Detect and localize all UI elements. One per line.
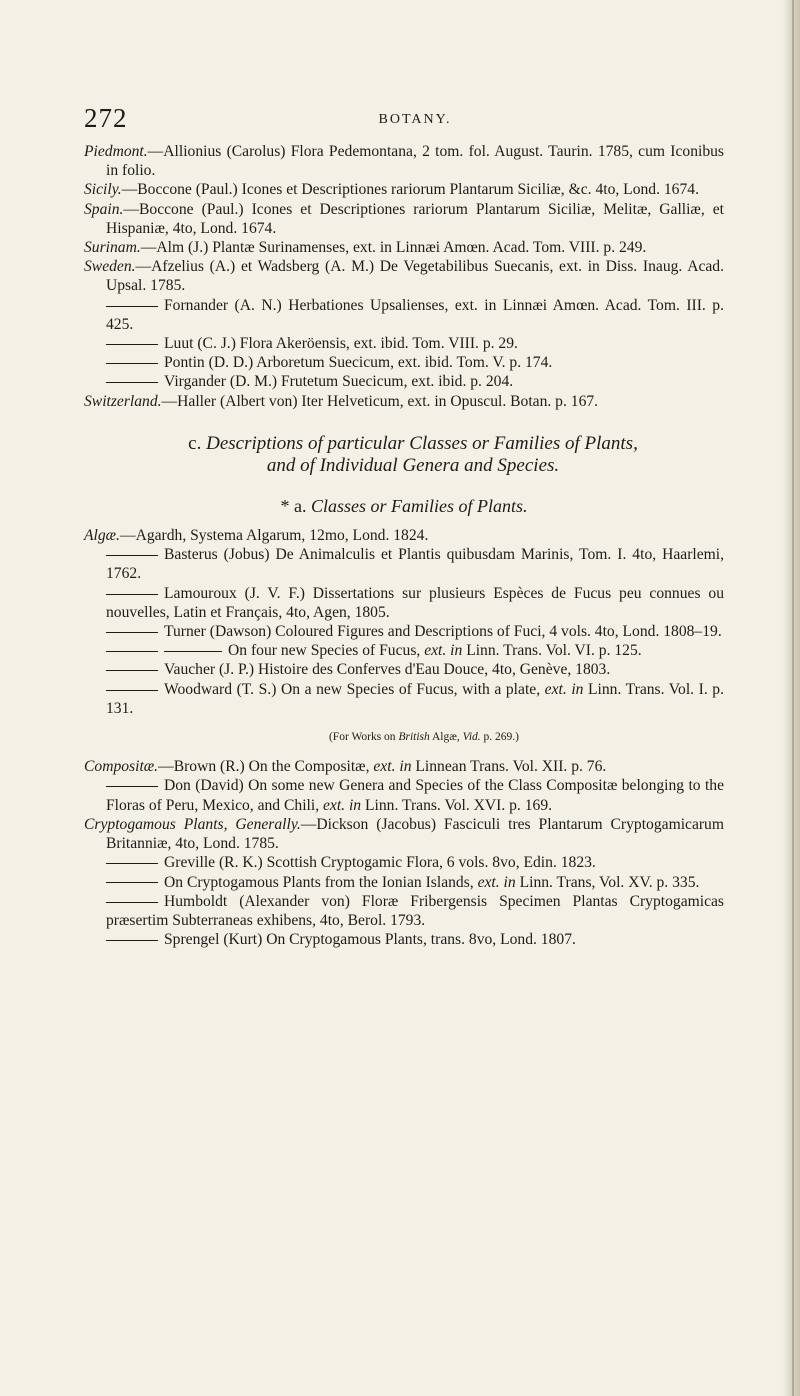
note-italic: British [398,731,430,744]
ext-in: ext. in [323,796,362,814]
entry-ionian [84,873,724,892]
ditto-dash [106,594,158,595]
ext-in: ext. in [544,680,584,698]
page-edge-line [792,0,794,1396]
page-body [84,142,724,949]
entry-text: —Boccone (Paul.) Icones et Descriptiones rariorum Plantarum Siciliæ, Melitæ, Galliæ, et Hispaniæ, 4to, Lond. 1674. [106,200,724,237]
entry-sweden [84,257,724,295]
ext-in: ext. in [477,873,516,891]
ditto-dash [106,863,158,864]
entry-text: Greville (R. K.) Scottish Cryptogamic Flora, 6 vols. 8vo, Edin. 1823. [164,854,596,872]
category-name: Algæ. [84,527,120,545]
entry-text: Virgander (D. M.) Frutetum Suecicum, ext. ibid. p. 204. [164,373,514,391]
subsection-mark: * a. [280,495,307,516]
ditto-dash [106,786,158,787]
entry-text: Turner (Dawson) Coloured Figures and Descriptions of Fuci, 4 vols. 4to, Lond. 1808–19. [164,623,722,641]
entry-woodward [84,680,724,718]
entry-turner-fucus [84,641,724,660]
running-head: BOTANY. [378,112,452,127]
note-text-tail: p. 269.) [480,731,520,744]
ext-in: ext. in [373,758,412,776]
ditto-dash [106,690,158,691]
entry-text-tail: Linn. Trans. Vol. VI. p. 125. [462,642,642,660]
entry-text: On four new Species of Fucus, [228,642,425,660]
ditto-dash-second [164,651,222,652]
entry-text: —Allionius (Carolus) Flora Pedemontana, 2 tom. fol. August. Taurin. 1785, cum Iconibus in folio. [106,143,724,180]
ditto-dash [106,902,158,903]
ditto-dash [106,670,158,671]
place-name: Switzerland. [84,392,162,410]
entry-greville [84,853,724,872]
ditto-dash [106,940,158,941]
entry-text: Lamouroux (J. V. F.) Dissertations sur plusieurs Espèces de Fucus peu connues ou nouvelles, Latin et Français, 4to, Agen, 1805. [106,584,724,621]
place-name: Sicily. [84,181,122,199]
entry-text-tail: Linn. Trans. Vol. I. p. 131. [106,680,725,717]
entry-text: —Agardh, Systema Algarum, 12mo, Lond. 1824. [119,527,429,545]
entry-text: On Cryptogamous Plants from the Ionian Islands, [164,873,478,891]
entry-piedmont [84,142,724,180]
entry-text: —Alm (J.) Plantæ Surinamenses, ext. in Linnæi Amœn. Acad. Tom. VIII. p. 249. [140,239,647,257]
section-c-heading [84,433,724,477]
entry-text: —Dickson (Jacobus) Fasciculi tres Plantarum Cryptogamicarum Britanniæ, 4to, Lond. 1785. [106,815,724,853]
entry-lamouroux [84,584,724,622]
note-vid: Vid. [462,731,481,744]
entry-text-tail: Linn. Trans, Vol. XV. p. 335. [515,873,700,891]
ditto-dash [106,651,158,652]
entry-text: Don (David) On some new Genera and Species of the Class Compositæ belonging to the Floras of Peru, Mexico, and Chili, [106,777,724,814]
cross-reference-note [84,728,724,747]
ditto-dash [106,363,158,364]
place-name: Piedmont. [84,143,148,160]
entry-text: —Haller (Albert von) Iter Helveticum, ext. in Opuscul. Botan. p. 167. [161,392,599,410]
entry-vaucher [84,660,724,679]
subsection-a-heading [84,497,724,516]
entry-sprengel [84,930,724,949]
entry-compositae [84,757,724,776]
ditto-dash [106,344,158,345]
entry-algae [84,526,724,545]
entry-surinam [84,238,724,257]
note-text: (For Works on [328,731,399,744]
ditto-dash [106,555,158,556]
entry-fornander [84,296,724,334]
entry-turner [84,622,724,641]
subsection-title: Classes or Families of Plants. [310,495,528,516]
entry-cryptogamous [84,815,724,853]
entry-text-tail: Linn. Trans. Vol. XVI. p. 169. [361,796,553,814]
section-title-line1: Descriptions of particular Classes or Families of Plants, [206,432,638,454]
entry-luut [84,334,724,353]
place-name: Spain. [84,200,124,218]
entry-text: Woodward (T. S.) On a new Species of Fucus, with a plate, [164,680,545,698]
ext-in: ext. in [424,642,463,660]
entry-text: —Brown (R.) On the Compositæ, [158,758,374,776]
page-number: 272 [84,103,128,133]
entry-text-tail: Linnean Trans. Vol. XII. p. 76. [411,758,607,776]
section-label: c. [188,432,202,454]
entry-text: Fornander (A. N.) Herbationes Upsalienses, ext. in Linnæi Amœn. Acad. Tom. III. p. 425. [106,296,724,333]
entry-text: —Afzelius (A.) et Wadsberg (A. M.) De Vegetabilibus Suecanis, ext. in Diss. Inaug. Acad. Upsal. 1785. [106,258,724,295]
category-name: Compositæ. [84,758,159,776]
ditto-dash [106,382,158,383]
entry-sicily [84,180,724,199]
section-title-line2: and of Individual Genera and Species. [266,454,560,476]
entry-pontin [84,353,724,372]
ditto-dash [106,632,158,633]
ditto-dash [106,882,158,883]
entry-text: Pontin (D. D.) Arboretum Suecicum, ext. ibid. Tom. V. p. 174. [164,354,553,372]
entry-text: Humboldt (Alexander von) Floræ Fribergensis Specimen Plantas Cryptogamicas præsertim Subterraneas exhibens, 4to, Berol. 1793. [106,892,724,929]
ditto-dash [106,306,158,307]
note-text-mid: Algæ, [429,731,463,744]
place-name: Sweden. [84,258,136,276]
category-name: Cryptogamous Plants, Generally. [84,815,301,833]
entry-text: Luut (C. J.) Flora Akeröensis, ext. ibid. Tom. VIII. p. 29. [164,335,518,353]
entry-spain [84,200,724,238]
entry-basterus [84,545,724,583]
entry-don [84,776,724,814]
entry-text: Basterus (Jobus) De Animalculis et Plantis quibusdam Marinis, Tom. I. 4to, Haarlemi, 1762. [106,546,724,583]
entry-switzerland [84,392,724,411]
entry-humboldt [84,892,724,930]
entry-text: —Boccone (Paul.) Icones et Descriptiones rariorum Plantarum Siciliæ, &c. 4to, Lond. 1674. [121,181,699,199]
place-name: Surinam. [84,239,141,257]
page-edge-shadow [782,0,800,1396]
entry-virgander [84,372,724,391]
entry-text: Sprengel (Kurt) On Cryptogamous Plants, trans. 8vo, Lond. 1807. [164,931,576,949]
entry-text: Vaucher (J. P.) Histoire des Conferves d'Eau Douce, 4to, Genève, 1803. [164,661,611,679]
